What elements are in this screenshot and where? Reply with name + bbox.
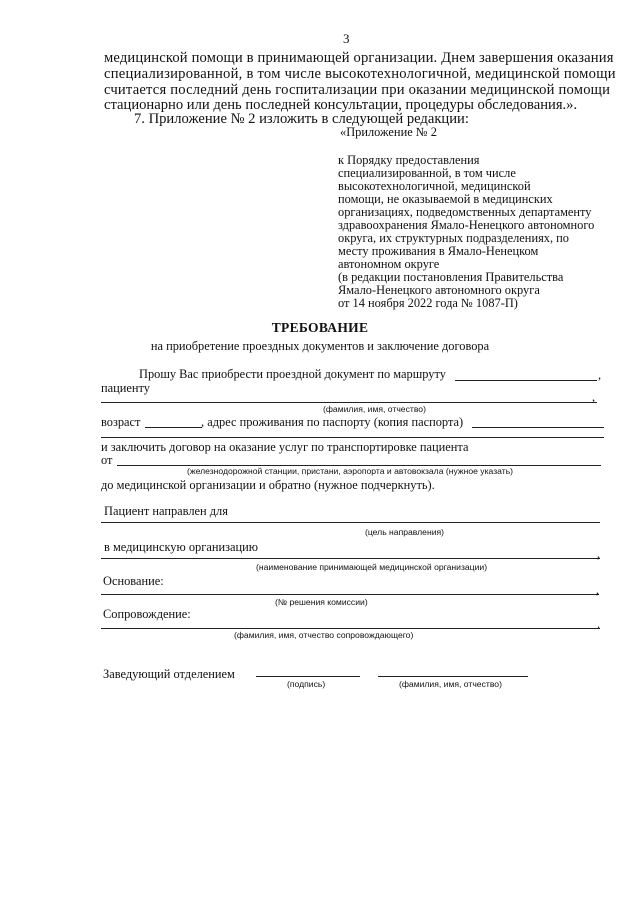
patient-label: пациенту	[101, 381, 150, 395]
address-field[interactable]	[472, 427, 604, 428]
escort-label: Сопровождение:	[103, 607, 191, 621]
appendix-line: Ямало-Ненецкого автономного округа	[338, 283, 540, 297]
request-text: Прошу Вас приобрести проездной документ по маршруту	[139, 367, 446, 381]
basis-label: Основание:	[103, 574, 164, 588]
comma-mark: ,	[592, 390, 596, 404]
basis-field[interactable]	[101, 594, 599, 595]
appendix-line: от 14 ноября 2022 года № 1087-П)	[338, 296, 518, 310]
body-line: специализированной, в том числе высокотехнологичной, медицинской помощи	[104, 66, 616, 82]
caption-fio: (фамилия, имя, отчество)	[323, 404, 426, 414]
appendix-line: высокотехнологичной, медицинской	[338, 179, 531, 193]
appendix-line: месту проживания в Ямало-Ненецком	[338, 244, 539, 258]
appendix-line: организациях, подведомственных департаменту	[338, 205, 592, 219]
comma-mark: ,	[596, 583, 600, 597]
body-line: считается последний день госпитализации при оказании медицинской помощи	[104, 82, 611, 98]
escort-field[interactable]	[101, 628, 600, 629]
caption-station: (железнодорожной станции, пристани, аэропорта и автовокзала (нужное указать)	[187, 466, 514, 476]
caption-purpose: (цель направления)	[365, 527, 445, 537]
appendix-line: автономном округе	[338, 257, 440, 271]
appendix-line: здравоохранения Ямало-Ненецкого автономного	[338, 218, 595, 232]
directed-label: Пациент направлен для	[104, 504, 228, 518]
comma-mark: .	[597, 617, 601, 631]
form-subtitle: на приобретение проездных документов и заключение договора	[150, 339, 490, 353]
head-label: Заведующий отделением	[103, 667, 235, 681]
page-number: 3	[343, 31, 350, 46]
appendix-line: помощи, не оказываемой в медицинских	[338, 192, 553, 206]
body-line: медицинской помощи в принимающей организации. Днем завершения оказания	[104, 50, 614, 66]
item-7: 7. Приложение № 2 изложить в следующей редакции:	[134, 111, 469, 127]
comma-mark: ,	[598, 368, 602, 382]
address-label: , адрес проживания по паспорту (копия паспорта)	[201, 415, 464, 429]
age-field[interactable]	[145, 427, 202, 428]
route-field[interactable]	[455, 380, 597, 381]
to-org-text: до медицинской организации и обратно (нужное подчеркнуть).	[101, 478, 435, 492]
purpose-field[interactable]	[101, 522, 600, 523]
appendix-line: округа, их структурных подразделениях, по	[338, 231, 569, 245]
appendix-title: «Приложение № 2	[340, 125, 437, 139]
caption-decision: (№ решения комиссии)	[275, 597, 368, 607]
comma-mark: ,	[597, 547, 601, 561]
appendix-line: к Порядку предоставления	[338, 153, 480, 167]
caption-signature: (подпись)	[287, 679, 326, 689]
age-label: возраст	[101, 415, 141, 429]
signature-field[interactable]	[256, 676, 360, 677]
caption-head-fio: (фамилия, имя, отчество)	[399, 679, 502, 689]
to-med-org-label: в медицинскую организацию	[104, 540, 258, 554]
contract-text: и заключить договор на оказание услуг по транспортировке пациента	[101, 440, 469, 454]
patient-name-field[interactable]	[101, 402, 597, 403]
caption-org: (наименование принимающей медицинской организации)	[256, 562, 488, 572]
address-field-continued[interactable]	[101, 437, 604, 438]
med-org-field[interactable]	[101, 558, 600, 559]
form-title: ТРЕБОВАНИЕ	[271, 320, 369, 335]
appendix-line: специализированной, в том числе	[338, 166, 516, 180]
head-name-field[interactable]	[378, 676, 528, 677]
caption-escort: (фамилия, имя, отчество сопровождающего)	[234, 630, 414, 640]
appendix-line: (в редакции постановления Правительства	[338, 270, 564, 284]
body-line: стационарно или день последней консультации, процедуры обследования.».	[104, 97, 578, 113]
from-label: от	[101, 453, 113, 467]
